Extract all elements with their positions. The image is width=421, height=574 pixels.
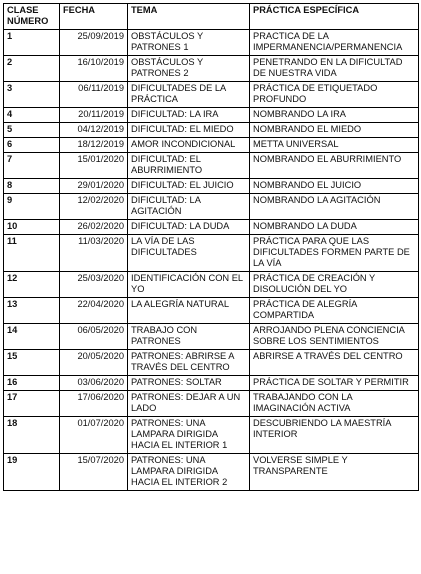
cell-tema: DIFICULTAD: EL MIEDO (128, 123, 250, 138)
cell-practica: PRÁCTICA DE ALEGRÍA COMPARTIDA (250, 298, 419, 324)
table-row (4, 376, 419, 391)
table-row (4, 56, 419, 82)
header-row (4, 4, 419, 30)
cell-tema: LA VÍA DE LAS DIFICULTADES (128, 235, 250, 272)
table-row (4, 235, 419, 272)
cell-clase-numero: 16 (4, 376, 60, 391)
cell-practica: NOMBRANDO EL MIEDO (250, 123, 419, 138)
cell-tema: LA ALEGRÍA NATURAL (128, 298, 250, 324)
cell-clase-numero: 2 (4, 56, 60, 82)
cell-fecha: 15/01/2020 (60, 153, 128, 179)
cell-tema: PATRONES: UNA LAMPARA DIRIGIDA HACIA EL INTERIOR 2 (128, 454, 250, 491)
table-row (4, 138, 419, 153)
cell-fecha: 29/01/2020 (60, 179, 128, 194)
cell-clase-numero: 15 (4, 350, 60, 376)
cell-practica: METTA UNIVERSAL (250, 138, 419, 153)
cell-clase-numero: 17 (4, 391, 60, 417)
table-body (4, 30, 419, 491)
cell-tema: DIFICULTAD: LA DUDA (128, 220, 250, 235)
cell-clase-numero: 19 (4, 454, 60, 491)
header-practica: PRÁCTICA ESPECÍFICA (250, 4, 419, 30)
cell-practica: PENETRANDO EN LA DIFICULTAD DE NUESTRA VIDA (250, 56, 419, 82)
header-clase: CLASE NÚMERO (4, 4, 60, 30)
cell-clase-numero: 12 (4, 272, 60, 298)
cell-tema: DIFICULTAD: EL ABURRIMIENTO (128, 153, 250, 179)
cell-clase-numero: 7 (4, 153, 60, 179)
cell-clase-numero: 8 (4, 179, 60, 194)
cell-fecha: 20/11/2019 (60, 108, 128, 123)
cell-fecha: 18/12/2019 (60, 138, 128, 153)
table-row (4, 272, 419, 298)
cell-tema: DIFICULTAD: LA IRA (128, 108, 250, 123)
cell-practica: ARROJANDO PLENA CONCIENCIA SOBRE LOS SENTIMIENTOS (250, 324, 419, 350)
cell-practica: NOMBRANDO EL JUICIO (250, 179, 419, 194)
cell-tema: TRABAJO CON PATRONES (128, 324, 250, 350)
cell-clase-numero: 9 (4, 194, 60, 220)
table-row (4, 30, 419, 56)
cell-clase-numero: 14 (4, 324, 60, 350)
cell-tema: PATRONES: DEJAR A UN LADO (128, 391, 250, 417)
cell-fecha: 17/06/2020 (60, 391, 128, 417)
cell-tema: PATRONES: UNA LAMPARA DIRIGIDA HACIA EL INTERIOR 1 (128, 417, 250, 454)
cell-fecha: 06/11/2019 (60, 82, 128, 108)
cell-practica: NOMBRANDO LA DUDA (250, 220, 419, 235)
cell-clase-numero: 5 (4, 123, 60, 138)
cell-practica: VOLVERSE SIMPLE Y TRANSPARENTE (250, 454, 419, 491)
cell-fecha: 03/06/2020 (60, 376, 128, 391)
cell-practica: ABRIRSE A TRAVÉS DEL CENTRO (250, 350, 419, 376)
cell-fecha: 12/02/2020 (60, 194, 128, 220)
cell-fecha: 25/09/2019 (60, 30, 128, 56)
cell-fecha: 04/12/2019 (60, 123, 128, 138)
table-row (4, 454, 419, 491)
cell-fecha: 06/05/2020 (60, 324, 128, 350)
cell-practica: PRÁCTICA DE SOLTAR Y PERMITIR (250, 376, 419, 391)
table-row (4, 153, 419, 179)
cell-fecha: 22/04/2020 (60, 298, 128, 324)
cell-tema: AMOR INCONDICIONAL (128, 138, 250, 153)
cell-fecha: 15/07/2020 (60, 454, 128, 491)
cell-tema: PATRONES: SOLTAR (128, 376, 250, 391)
cell-tema: PATRONES: ABRIRSE A TRAVÉS DEL CENTRO (128, 350, 250, 376)
cell-clase-numero: 3 (4, 82, 60, 108)
cell-practica: PRACTICA DE LA IMPERMANENCIA/PERMANENCIA (250, 30, 419, 56)
cell-tema: IDENTIFICACIÓN CON EL YO (128, 272, 250, 298)
cell-tema: DIFICULTAD: EL JUICIO (128, 179, 250, 194)
table-row (4, 350, 419, 376)
cell-practica: NOMBRANDO LA IRA (250, 108, 419, 123)
header-tema: TEMA (128, 4, 250, 30)
table-row (4, 194, 419, 220)
cell-fecha: 11/03/2020 (60, 235, 128, 272)
cell-fecha: 16/10/2019 (60, 56, 128, 82)
cell-tema: DIFICULTADES DE LA PRÁCTICA (128, 82, 250, 108)
table-row (4, 123, 419, 138)
cell-tema: DIFICULTAD: LA AGITACIÓN (128, 194, 250, 220)
class-schedule-table (3, 3, 419, 491)
table-row (4, 179, 419, 194)
cell-practica: PRÁCTICA DE CREACIÓN Y DISOLUCIÓN DEL YO (250, 272, 419, 298)
header-fecha: FECHA (60, 4, 128, 30)
cell-fecha: 25/03/2020 (60, 272, 128, 298)
table-row (4, 417, 419, 454)
table-row (4, 82, 419, 108)
table-row (4, 324, 419, 350)
cell-practica: PRÁCTICA PARA QUE LAS DIFICULTADES FORMEN PARTE DE LA VÍA (250, 235, 419, 272)
cell-practica: PRÁCTICA DE ETIQUETADO PROFUNDO (250, 82, 419, 108)
cell-clase-numero: 6 (4, 138, 60, 153)
cell-fecha: 01/07/2020 (60, 417, 128, 454)
cell-clase-numero: 13 (4, 298, 60, 324)
cell-fecha: 20/05/2020 (60, 350, 128, 376)
cell-practica: TRABAJANDO CON LA IMAGINACIÓN ACTIVA (250, 391, 419, 417)
cell-clase-numero: 18 (4, 417, 60, 454)
table-row (4, 391, 419, 417)
table-row (4, 298, 419, 324)
cell-clase-numero: 1 (4, 30, 60, 56)
cell-tema: OBSTÁCULOS Y PATRONES 2 (128, 56, 250, 82)
cell-practica: NOMBRANDO EL ABURRIMIENTO (250, 153, 419, 179)
cell-fecha: 26/02/2020 (60, 220, 128, 235)
cell-clase-numero: 10 (4, 220, 60, 235)
cell-practica: DESCUBRIENDO LA MAESTRÍA INTERIOR (250, 417, 419, 454)
cell-practica: NOMBRANDO LA AGITACIÓN (250, 194, 419, 220)
cell-clase-numero: 11 (4, 235, 60, 272)
cell-clase-numero: 4 (4, 108, 60, 123)
cell-tema: OBSTÁCULOS Y PATRONES 1 (128, 30, 250, 56)
table-row (4, 108, 419, 123)
table-row (4, 220, 419, 235)
